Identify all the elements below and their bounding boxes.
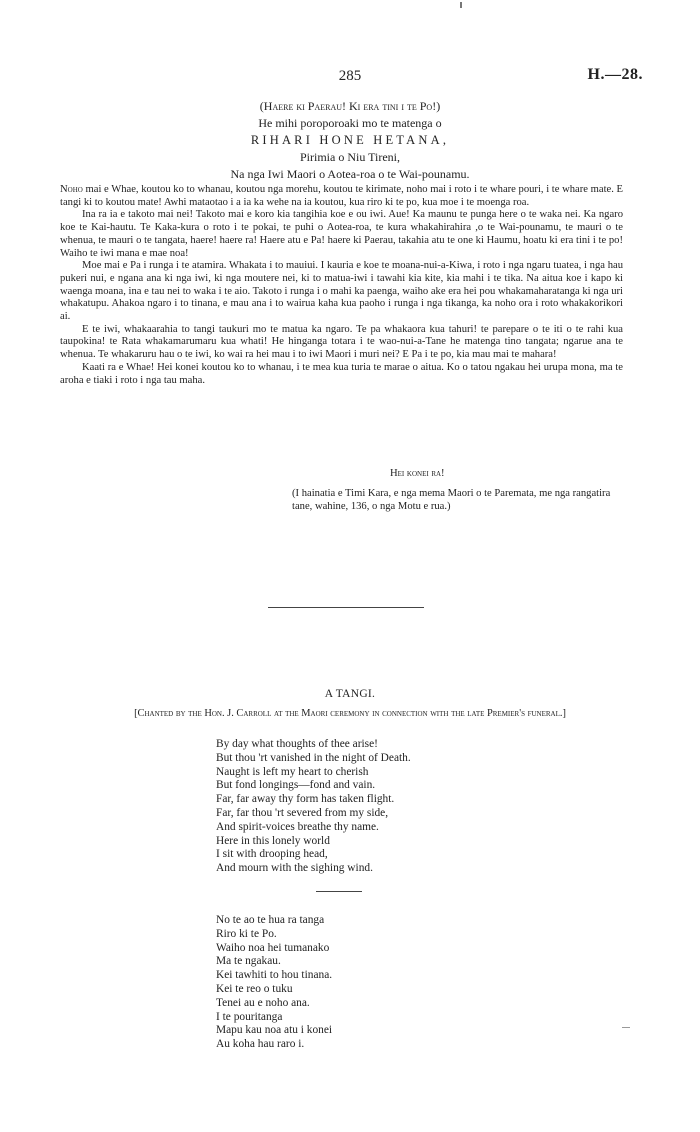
farewell-line: Hei konei ra!: [390, 468, 445, 479]
verse-line: Naught is left my heart to cherish: [216, 765, 369, 778]
lament-paragraph-4: E te iwi, whakaarahia to tangi taukuri mo te matua ka ngaro. Te pa whakaora kua tahuri! te parepare o te iti o te rahi kua taupokina! te Rata whakamarumaru kua whati! He hinganga totara i te wao-nui-a-Tane he matenga tino tangata; ngarue ana te whenua. Te whakaruru hau o te iwi, ko wai ra hei mau i to iwi Maori i muri nei? E Pa i te po, kia mau mai te mahara!: [60, 323, 623, 361]
verse-line: But thou 'rt vanished in the night of Death.: [216, 751, 411, 764]
verse-line: I te pouritanga: [216, 1010, 283, 1023]
page-number: 285: [338, 68, 362, 84]
heading-farewell-cry: (Haere ki Paerau! Ki era tini i te Po!): [259, 99, 441, 113]
verse-line: And spirit-voices breathe thy name.: [216, 820, 379, 833]
heading-name: RIHARI HONE HETANA,: [250, 133, 450, 147]
verse-line: Ma te ngakau.: [216, 955, 281, 968]
verse-line: Tenei au e noho ana.: [216, 996, 310, 1009]
lament-paragraph-1-text: mai e Whae, koutou ko to whanau, koutou nga morehu, koutou te kirimate, noho mai i roto i te whare pouri, i te whare mate. E tangi ki to koutou mate! Awhi mataotao i a ia ka wehe na ia koutou, kua riro ki te po, kua moe i te moenga roa.: [60, 184, 624, 208]
verse-line: Au koha hau raro i.: [216, 1038, 305, 1051]
document-reference: H.—28.: [587, 66, 643, 83]
lament-paragraph-1: [60, 184, 623, 209]
verse-line: I sit with drooping head,: [216, 848, 328, 861]
lament-body: [60, 184, 623, 387]
verse-line: Far, far thou 'rt severed from my side,: [216, 806, 389, 819]
verse-line: Waiho noa hei tumanako: [216, 941, 330, 954]
verse-line: No te ao te hua ra tanga: [216, 914, 325, 926]
verse-line: Kei tawhiti to hou tinana.: [216, 969, 333, 982]
tangi-title: A TANGI.: [324, 688, 376, 700]
heading-authors: Na nga Iwi Maori o Aotea-roa o te Wai-pounamu.: [230, 167, 470, 181]
heading-subtitle: He mihi poroporoaki mo te matenga o: [258, 116, 442, 130]
heading-office: Pirimia o Niu Tireni,: [299, 150, 400, 164]
scan-mark: [460, 2, 462, 8]
lament-paragraph-2: Ina ra ia e takoto mai nei! Takoto mai e koro kia tangihia koe e ou iwi. Aue! Ka maunu te punga here o te waka nei. Ka ngaro koe te Kai-hautu. Te Kaka-kura o roto i te pokai, te puhi o Aotea-roa, te kura whakahirahira ,o te Wai-pounamu, te mauri o te whenua, te mauri o te tangata, haere! haere ra! Haere atu e Pa! haere ki Paerau, takahia atu te one ki Haumu, hoatu ki era tini i te po! Waiho te iwi mana e mae noa!: [60, 209, 623, 259]
lament-heading: [0, 98, 700, 183]
verse-line: Here in this lonely world: [216, 834, 330, 847]
verse-line: Mapu kau noa atu i konei: [216, 1024, 333, 1037]
section-divider: [268, 607, 424, 608]
signatories-note: (I hainatia e Timi Kara, e nga mema Maori o te Paremata, me nga rangatira tane, wahine, 136, o nga Motu e rua.): [292, 488, 611, 512]
verse-line: Kei te reo o tuku: [216, 982, 293, 995]
lament-paragraph-5: Kaati ra e Whae! Hei konei koutou ko to whanau, i te mea kua turia te marae o aitua. Ko o tatou ngakau hei urupa mona, ma te aroha e tiaki i roto i nga tau maha.: [60, 361, 623, 386]
lament-paragraph-3: Moe mai e Pa i runga i te atamira. Whakata i to mauiui. I kauria e koe te moana-nui-a-Kiwa, i roto i nga ngaru tuatea, i nga hau pukeri nui, e ngana ana ki nga iwi, ki nga moutere nei, ki to matua-iwi i tawahi kia kite, kia mahi i te tika. Na aitua koe i kapo ki waenga moana, ina e tau nei to waka i te aio. Takoto i runga i o mahi ka paenga, waiho ake era hei pou whakamaharatanga ki nga uri whakatupu. Ahakoa ngaro i to tinana, e mau ana i to wairua kaha kua paoho i runga i nga tikanga, ka noho ora i roto whakakorikori ai.: [60, 260, 623, 323]
maori-verse: [216, 914, 332, 1052]
verse-line: Riro ki te Po.: [216, 927, 277, 940]
lament-lead-word: Noho: [60, 184, 83, 195]
verse-line: By day what thoughts of thee arise!: [216, 738, 378, 750]
verse-divider: [316, 891, 362, 892]
verse-line: And mourn with the sighing wind.: [216, 862, 373, 875]
verse-line: But fond longings—fond and vain.: [216, 779, 376, 792]
english-verse: [216, 738, 411, 876]
tangi-subtitle: [Chanted by the Hon. J. Carroll at the Maori ceremony in connection with the late Premier's funeral.]: [134, 708, 566, 719]
verse-line: Far, far away thy form has taken flight.: [216, 793, 395, 806]
scan-mark: [622, 1027, 630, 1028]
